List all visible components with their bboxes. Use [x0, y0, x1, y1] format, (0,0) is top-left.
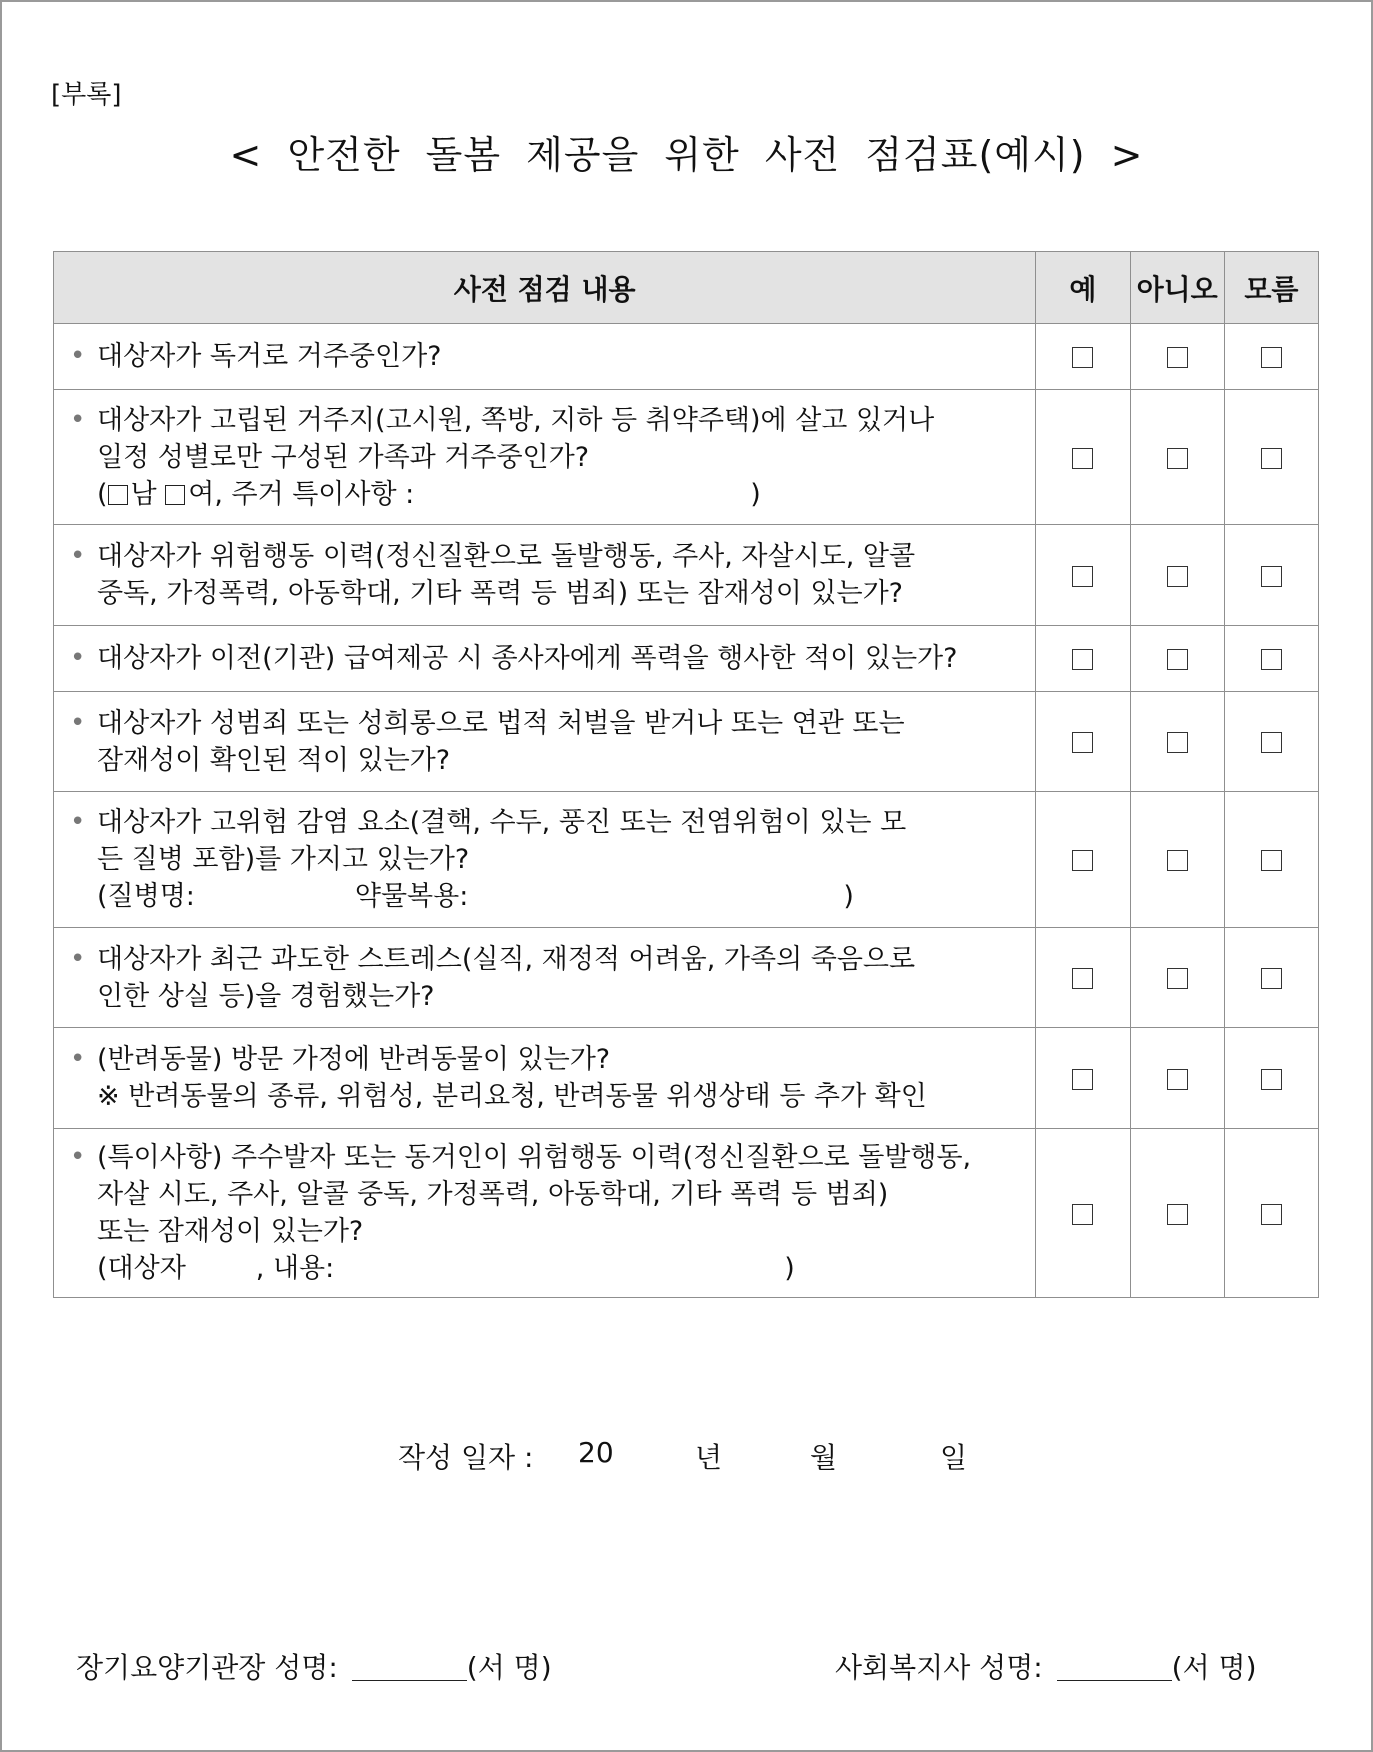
disease-medication-field: (질병명: 약물복용: )	[97, 881, 854, 912]
checkbox-yes[interactable]	[1072, 649, 1093, 670]
checkbox-yes[interactable]	[1072, 732, 1093, 753]
director-label: 장기요양기관장 성명:	[76, 1651, 338, 1684]
checkbox-unknown[interactable]	[1261, 347, 1282, 368]
table-row	[54, 324, 1319, 390]
bullet-icon: •	[70, 707, 86, 738]
checkbox-no[interactable]	[1167, 347, 1188, 368]
question-note: ※ 반려동물의 종류, 위험성, 분리요청, 반려동물 위생상태 등 추가 확인	[97, 1081, 927, 1112]
bullet-icon: •	[70, 1044, 86, 1074]
question-cell	[54, 792, 1036, 928]
date-label: 작성 일자 :	[398, 1441, 534, 1474]
female-checkbox[interactable]	[165, 485, 185, 505]
document-title: < 안전한 돌봄 제공을 위한 사전 점검표(예시) >	[229, 133, 1144, 177]
bullet-icon: •	[70, 943, 86, 974]
question-text: (특이사항) 주수발자 또는 동거인이 위험행동 이력(정신질환으로 돌발행동,	[97, 1142, 972, 1173]
header-unknown: 모름	[1224, 252, 1318, 324]
checkbox-yes[interactable]	[1072, 1069, 1093, 1090]
checkbox-yes[interactable]	[1072, 968, 1093, 989]
date-year-label: 년	[695, 1441, 723, 1474]
bullet-icon: •	[70, 404, 86, 435]
question-text: 대상자가 최근 과도한 스트레스(실직, 재정적 어려움, 가족의 죽음으로	[97, 943, 916, 975]
social-worker-sign-label: (서 명)	[1171, 1651, 1257, 1684]
bullet-icon: •	[70, 643, 86, 673]
checkbox-no[interactable]	[1167, 732, 1188, 753]
director-signature	[76, 1646, 552, 1686]
checkbox-yes[interactable]	[1072, 448, 1093, 469]
header-no: 아니오	[1130, 252, 1224, 324]
bullet-icon: •	[70, 541, 86, 571]
table-row	[54, 1028, 1319, 1129]
checkbox-unknown[interactable]	[1261, 1069, 1282, 1090]
checkbox-unknown[interactable]	[1261, 566, 1282, 587]
checkbox-no[interactable]	[1167, 566, 1188, 587]
table-row	[54, 792, 1319, 928]
date-day-label: 일	[940, 1441, 968, 1474]
checkbox-unknown[interactable]	[1261, 850, 1282, 871]
table-row	[54, 626, 1319, 692]
subject-content-field: (대상자 , 내용: )	[97, 1253, 795, 1284]
question-text: 대상자가 고위험 감염 요소(결핵, 수두, 풍진 또는 전염위험이 있는 모	[97, 807, 907, 838]
director-sign-label: (서 명)	[466, 1651, 552, 1684]
question-cell	[54, 525, 1036, 626]
date-month-label: 월	[810, 1441, 838, 1474]
question-cell	[54, 1129, 1036, 1298]
table-row	[54, 525, 1319, 626]
question-text: 대상자가 위험행동 이력(정신질환으로 돌발행동, 주사, 자살시도, 알콜	[97, 541, 916, 572]
checkbox-unknown[interactable]	[1261, 968, 1282, 989]
bullet-icon: •	[70, 1142, 86, 1172]
checkbox-unknown[interactable]	[1261, 448, 1282, 469]
question-text: 대상자가 이전(기관) 급여제공 시 종사자에게 폭력을 행사한 적이 있는가?	[97, 643, 958, 674]
checkbox-unknown[interactable]	[1261, 1204, 1282, 1225]
social-worker-signature	[835, 1646, 1257, 1686]
social-worker-label: 사회복지사 성명:	[835, 1651, 1043, 1684]
question-text: 또는 잠재성이 있는가?	[97, 1216, 364, 1247]
checkbox-no[interactable]	[1167, 649, 1188, 670]
question-cell	[54, 626, 1036, 692]
checkbox-no[interactable]	[1167, 850, 1188, 871]
question-text: 일정 성별로만 구성된 가족과 거주중인가?	[97, 441, 590, 473]
checkbox-yes[interactable]	[1072, 347, 1093, 368]
question-text: 중독, 가정폭력, 아동학대, 기타 폭력 등 범죄) 또는 잠재성이 있는가?	[97, 578, 903, 609]
question-text: 인한 상실 등)을 경험했는가?	[97, 980, 435, 1012]
table-row	[54, 1129, 1319, 1298]
question-text: 잠재성이 확인된 적이 있는가?	[97, 744, 451, 776]
question-cell	[54, 692, 1036, 792]
checkbox-yes[interactable]	[1072, 566, 1093, 587]
question-text: 대상자가 성범죄 또는 성희롱으로 법적 처벌을 받거나 또는 연관 또는	[97, 707, 905, 739]
question-text: 대상자가 고립된 거주지(고시원, 쪽방, 지하 등 취약주택)에 살고 있거나	[97, 404, 935, 436]
table-row	[54, 390, 1319, 525]
checkbox-unknown[interactable]	[1261, 732, 1282, 753]
question-cell	[54, 324, 1036, 390]
checkbox-yes[interactable]	[1072, 1204, 1093, 1225]
table-row	[54, 928, 1319, 1028]
date-year-prefix[interactable]: 20	[578, 1436, 614, 1469]
header-content: 사전 점검 내용	[54, 252, 1036, 324]
question-cell	[54, 1028, 1036, 1129]
social-worker-name-line[interactable]	[1057, 1656, 1172, 1681]
question-text: 자살 시도, 주사, 알콜 중독, 가정폭력, 아동학대, 기타 폭력 등 범죄)	[97, 1179, 889, 1210]
bullet-icon: •	[70, 341, 86, 371]
checkbox-no[interactable]	[1167, 968, 1188, 989]
question-cell	[54, 390, 1036, 525]
director-name-line[interactable]	[352, 1656, 467, 1681]
checkbox-no[interactable]	[1167, 1204, 1188, 1225]
bullet-icon: •	[70, 807, 86, 837]
checkbox-yes[interactable]	[1072, 850, 1093, 871]
table-row	[54, 692, 1319, 792]
question-text: 든 질병 포함)를 가지고 있는가?	[97, 844, 470, 875]
checkbox-unknown[interactable]	[1261, 649, 1282, 670]
header-yes: 예	[1036, 252, 1130, 324]
checklist-table	[53, 251, 1319, 1298]
checkbox-no[interactable]	[1167, 1069, 1188, 1090]
gender-residence-field: ( 남 여, 주거 특이사항 : )	[97, 478, 761, 510]
male-checkbox[interactable]	[108, 485, 128, 505]
question-cell	[54, 928, 1036, 1028]
question-text: 대상자가 독거로 거주중인가?	[97, 341, 442, 372]
question-text: (반려동물) 방문 가정에 반려동물이 있는가?	[97, 1044, 611, 1075]
appendix-label: [부록]	[51, 80, 122, 110]
checkbox-no[interactable]	[1167, 448, 1188, 469]
table-header-row	[54, 252, 1319, 324]
